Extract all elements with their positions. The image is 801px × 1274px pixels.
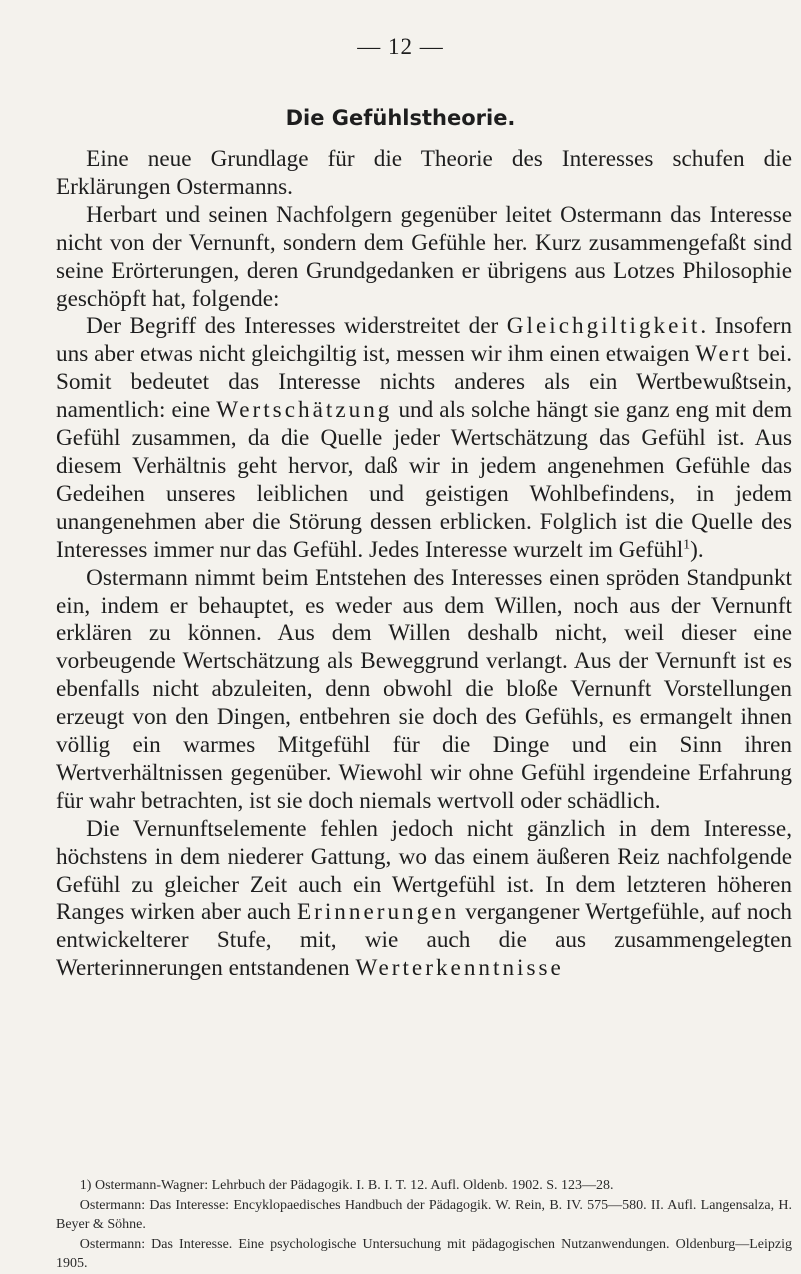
paragraph-3 (56, 313, 792, 564)
footnote-1: 1) Ostermann-Wagner: Lehrbuch der Pädagogik. I. B. I. T. 12. Aufl. Oldenb. 1902. S. 123—28. (79, 1178, 614, 1193)
paragraph-5 (56, 816, 792, 983)
chapter-title: Die Gefühlstheorie. (285, 106, 516, 130)
body-text (56, 146, 792, 983)
text-run: . Insofern uns aber etwas nicht gleichgiltig ist, messen wir ihm einen etwaigen (56, 313, 792, 368)
text-run: Der Begriff des Interesses widerstreitet der (86, 313, 507, 340)
text-run: und als solche hängt sie ganz eng mit dem Gefühl zusammen, da die Quelle jeder Wertschätzung das Gefühl ist. Aus diesem Verhältnis geht hervor, daß wir in jedem angenehmen Gefühle das Gedeihen unseres leiblichen und geistigen Wohlbefindens, in jedem unangenehmen aber die Störung dessen erblicken. Folglich ist die Quelle des Interesses immer nur das Gefühl. Jedes Interesse wurzelt im Gefühl (56, 397, 792, 563)
paragraph-1: Eine neue Grundlage für die Theorie des Interesses schufen die Erklärungen Ostermanns. (56, 146, 792, 200)
text-run: vergangener Wertgefühle, auf noch entwickelterer Stufe, mit, wie auch die aus zusammengelegten Werterinnerungen entstandenen (56, 899, 792, 982)
footnote-2: Ostermann: Das Interesse: Encyklopaedisches Handbuch der Pädagogik. W. Rein, B. IV. 575—580. II. Aufl. Langensalza, H. Beyer & Söhne. (56, 1197, 792, 1232)
emphasis-erinnerungen: Erinnerungen (296, 899, 460, 926)
page-number: — 12 — (357, 34, 444, 59)
emphasis-werterkenntnisse: Werterkenntnisse (355, 955, 564, 982)
emphasis-gleichgiltigkeit: Gleichgiltigkeit (506, 313, 701, 340)
text-run: bei. Somit bedeutet das Interesse nichts anderes als ein Wertbewußtsein, namentlich: eine (56, 341, 793, 424)
paragraph-4: Ostermann nimmt beim Entstehen des Interesses einen spröden Standpunkt ein, indem er behauptet, es weder aus dem Willen, noch aus der Vernunft erklären zu können. Aus dem Willen deshalb nicht, weil dieser eine vorbeugende Wertschätzung als Beweggrund verlangt. Aus der Vernunft ist es ebenfalls nicht abzuleiten, denn obwohl die bloße Vernunft Vorstellungen erzeugt von den Dingen, entbehren sie doch des Gefühls, es ermangelt ihnen völlig ein warmes Mitgefühl für die Dinge und ein Sinn ihren Wertverhältnissen gegenüber. Wiewohl wir ohne Gefühl irgendeine Erfahrung für wahr betrachten, ist sie doch niemals wertvoll oder schädlich. (56, 564, 792, 814)
footnotes (56, 1176, 792, 1274)
footnote-3: Ostermann: Das Interesse. Eine psychologische Untersuchung mit pädagogischen Nutzanwendungen. Oldenburg—Leipzig 1905. (56, 1236, 792, 1271)
emphasis-wert: Wert (695, 341, 752, 368)
text-run: Die Vernunftselemente fehlen jedoch nicht gänzlich in dem Interesse, höchstens in dem niederer Gattung, wo das einem äußeren Reiz nachfolgende Gefühl zu gleicher Zeit auch ein Wertgefühl ist. In dem letzteren höheren Ranges wirken aber auch (56, 815, 792, 926)
paragraph-2: Herbart und seinen Nachfolgern gegenüber leitet Ostermann das Interesse nicht von der Vernunft, sondern dem Gefühle her. Kurz zusammengefaßt sind seine Erörterungen, deren Grundgedanken er übrigens aus Lotzes Philosophie geschöpft hat, folgende: (56, 201, 792, 312)
text-run: ). (690, 536, 704, 563)
footnote-marker: 1 (683, 536, 691, 552)
emphasis-wertschaetzung: Wertschätzung (216, 397, 393, 424)
